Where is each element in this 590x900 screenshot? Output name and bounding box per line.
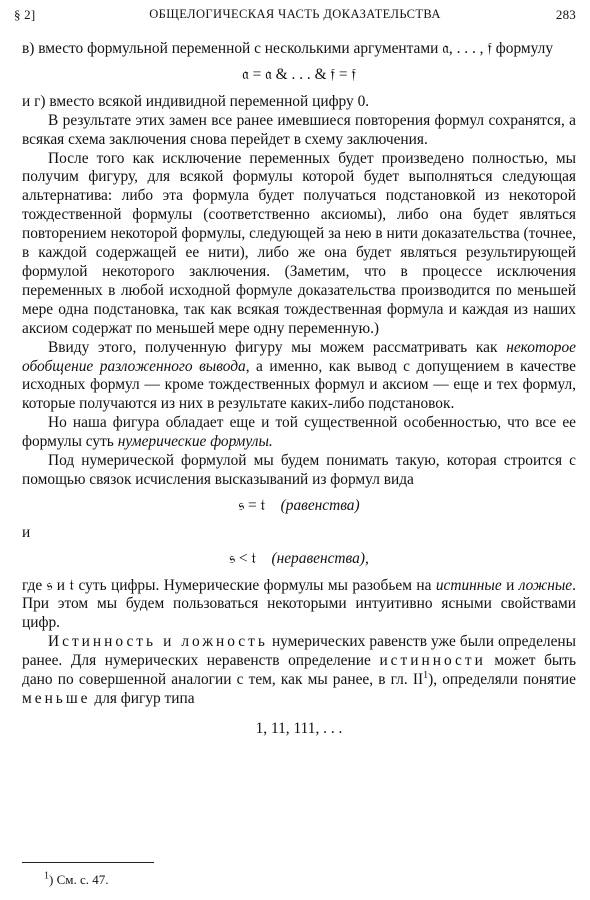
formula-inequality: [22, 550, 576, 569]
p8-text-e: . При этом мы будем пользоваться некоторыми интуитивно ясными свойствами цифр.: [22, 576, 576, 632]
paragraph-result: В результате этих замен все ранее имевшиеся повторения формул сохранятся, а всякая схема заключения снова перейдет в схему заключения.: [22, 111, 576, 148]
p8-text-a: где 𝔰 и 𝔱 суть цифры. Нумерические формулы мы разобьем на: [22, 576, 436, 594]
formula-inequality-note: (неравенства),: [271, 549, 369, 567]
p5-text-a: Ввиду этого, полученную фигуру мы можем рассматривать как: [48, 338, 507, 356]
p9-spaced-f: меньше: [22, 690, 91, 707]
conjunction-and: и: [22, 523, 31, 541]
footnote-text: ) См. с. 47.: [49, 872, 109, 887]
running-title: ОБЩЕЛОГИЧЕСКАЯ ЧАСТЬ ДОКАЗАТЕЛЬСТВА: [149, 7, 441, 21]
p6-emphasis: нумерические формулы.: [117, 433, 273, 451]
p9-spaced-a: Истинность и ложность: [48, 633, 268, 651]
running-header: [14, 7, 576, 25]
paragraph-generalization: [22, 339, 576, 415]
section-number: § 2]: [14, 7, 36, 22]
paragraph-item-g: и г) вместо всякой индивидной переменной цифру 0.: [22, 92, 370, 110]
p9-text-b: нумерических равенств уже были определены ранее. Для нумерических неравенств определение: [22, 633, 577, 670]
paragraph-numeric-definition: Под нумерической формулой мы будем понимать такую, которая строится с помощью связок исчисления высказываний из формул вида: [22, 452, 576, 488]
p9-text-e: ), определяли понятие: [428, 671, 576, 689]
footnote-ref[interactable]: 1: [423, 669, 429, 681]
formula-inequality-expr: 𝔰 < 𝔱: [229, 549, 257, 567]
paragraph-true-false: [22, 577, 576, 634]
p9-text-g: для фигур типа: [90, 690, 195, 707]
paragraph-item-v: в) вместо формульной переменной с несколькими аргументами 𝔞, . . . , 𝔣 формулу: [22, 40, 554, 57]
p8-emphasis-true: истинные: [435, 576, 502, 594]
page-number: 283: [555, 7, 576, 22]
p8-emphasis-false: ложные: [518, 576, 573, 594]
paragraph-elimination: После того как исключение переменных будет произведено полностью, мы получим фигуру, для всякой формулы которой будет выполняться следующая альтернатива: либо эта формула будет получаться подстановкой из некоторой тождественной формулы (соответственно аксиомы), либо она будет являться повторением некоторой формулы, следующей за нею в нити доказательства (точнее, в каждой содержащей ее нити), либо же она будет являться результирующей формулой некоторого заключения. (Заметим, что в процессе исключения переменных в любой исходной формуле доказательства производится по меньшей мере одна подстановка, так как всякая тождественная формула и каждая из наших аксиом содержат по меньшей мере одну переменную.): [22, 149, 576, 337]
formula-strokes: 1, 11, 111, . . .: [255, 719, 343, 737]
p8-text-c: и: [501, 576, 519, 594]
p9-text-d: может быть дано по совершенной аналогии с тем, как мы ранее, в гл. II: [22, 652, 576, 689]
p5-emphasis: некоторое обобщение разложенного вывода: [22, 338, 576, 375]
p6-text-a: Но наша фигура обладает еще и той существенной особенностью, что все ее формулы суть: [22, 414, 576, 451]
formula-equality-expr: 𝔰 = 𝔱: [238, 496, 266, 514]
paragraph-truth: [22, 633, 576, 709]
formula-equality-note: (равенства): [280, 496, 360, 514]
p5-text-c: , а именно, как вывод с допущением в качестве исходных формул — кроме тождественных формул и аксиом — еще и тех формул, которые получаются из них в результате каких-либо подстановок.: [22, 357, 576, 413]
formula-substitution: 𝔞 = 𝔞 & . . . & 𝔣 = 𝔣: [242, 65, 356, 83]
formula-equality: [22, 497, 576, 516]
main-text: [22, 40, 576, 751]
footnote-mark: 1: [44, 870, 49, 882]
paragraph-numeric-feature: [22, 414, 576, 452]
footnote-divider: [22, 862, 154, 863]
footnote: [44, 872, 109, 888]
p9-spaced-c: истинности: [379, 652, 486, 670]
